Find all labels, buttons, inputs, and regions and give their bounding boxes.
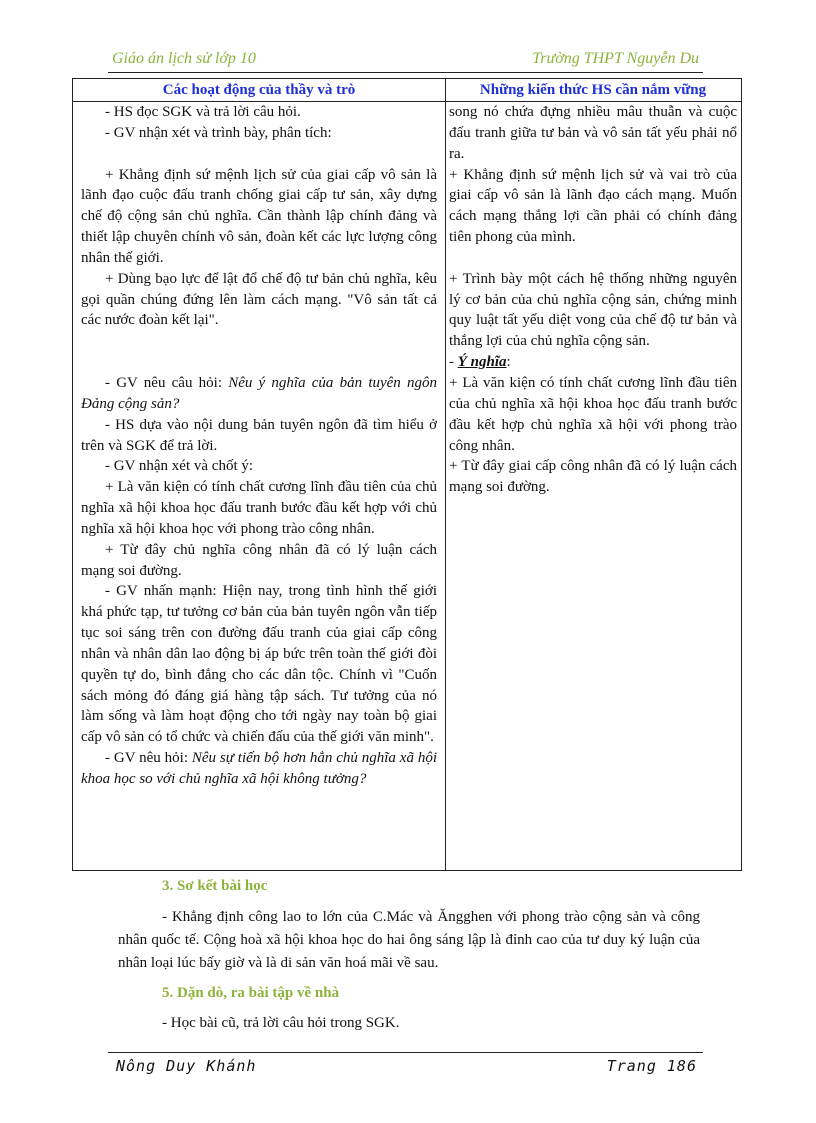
knowledge-column	[449, 102, 737, 498]
activity-question	[81, 748, 437, 790]
knowledge-paragraph: song nó chứa đựng nhiều mâu thuẫn và cuộc đấu tranh giữa tư bản và vô sản tất yếu phải nổ ra.	[449, 104, 737, 162]
question-prefix: - GV nêu câu hỏi:	[105, 374, 229, 391]
activity-paragraph: - GV nhận xét và chốt ý:	[105, 458, 254, 475]
activity-paragraph: + Dùng bạo lực để lật đổ chế độ tư bản chủ nghĩa, kêu gọi quần chúng đứng lên làm cách mạng. "Vô sản tất cả các nước đoàn kết lại".	[81, 270, 437, 329]
significance-heading	[449, 352, 737, 373]
question-prefix: - GV nêu hỏi:	[105, 750, 192, 767]
activity-paragraph: - GV nhấn mạnh: Hiện nay, trong tình hình thế giới khá phức tạp, tư tưởng cơ bản của bản tuyên ngôn vẫn tiếp tục soi sáng trên con đường đấu tranh của giai cấp công nhân và nhân dân lao động bị áp bức trên toàn thế giới đòi quyền tự do, bình đẳng cho các dân tộc. Chính vì "Cuốn sách mỏng đó đáng giá hàng tập sách. Tư tưởng của nó làm sống và làm hoạt động cho tới ngày nay toàn bộ giai cấp vô sản có tổ chức và chiến đấu của thế giới văn minh".	[81, 583, 437, 746]
activities-column	[81, 102, 437, 790]
lesson-table	[72, 78, 742, 871]
footer-author: Nông Duy Khánh	[116, 1057, 257, 1075]
knowledge-paragraph: + Là văn kiện có tính chất cương lĩnh đầu tiên của chủ nghĩa xã hội khoa học đấu tranh bước đầu kết hợp chủ nghĩa xã hội với phong trào công nhân.	[449, 374, 737, 454]
spacer	[449, 248, 737, 269]
activity-paragraph: - GV nhận xét và trình bày, phân tích:	[105, 124, 332, 141]
knowledge-paragraph: + Khẳng định sứ mệnh lịch sử và vai trò của giai cấp vô sản là lãnh đạo cách mạng. Muốn cách mạng thắng lợi cần phải có chính đảng tiên phong của mình.	[449, 166, 737, 246]
page-header	[108, 50, 703, 73]
activity-question	[81, 373, 437, 415]
column-header-activities: Các hoạt động của thầy và trò	[162, 82, 356, 98]
activity-paragraph: + Là văn kiện có tính chất cương lĩnh đầu tiên của chủ nghĩa xã hội khoa học đấu tranh bước đầu kết hợp với chủ nghĩa xã hội khoa học với phong trào công nhân.	[81, 479, 437, 537]
significance-prefix: -	[449, 354, 458, 371]
question-text: Nêu sự tiến bộ hơn hẳn chủ nghĩa xã hội khoa học so với chủ nghĩa xã hội không tưởng?	[81, 750, 437, 787]
section-3-text: - Khẳng định công lao to lớn của C.Mác và Ăngghen với phong trào cộng sản và công nhân quốc tế. Cộng hoà xã hội khoa học do hai ông sáng lập là đỉnh cao của tư duy ký luận của nhân loại lúc bấy giờ và là di sản văn hoá mãi về sau.	[118, 909, 700, 971]
significance-colon: :	[506, 354, 511, 371]
spacer	[81, 331, 437, 373]
section-5-text: - Học bài cũ, trả lời câu hỏi trong SGK.	[162, 1015, 400, 1031]
column-header-knowledge: Những kiến thức HS cần nắm vững	[479, 82, 707, 98]
header-course-title: Giáo án lịch sử lớp 10	[112, 50, 256, 67]
footer-page-number: Trang 186	[606, 1057, 697, 1075]
page-footer	[108, 1052, 703, 1079]
activity-paragraph: - HS đọc SGK và trả lời câu hỏi.	[105, 104, 301, 120]
header-school-name: Trường THPT Nguyễn Du	[532, 50, 699, 67]
activity-paragraph: + Từ đây chủ nghĩa công nhân đã có lý luận cách mạng soi đường.	[81, 541, 437, 579]
knowledge-paragraph: + Từ đây giai cấp công nhân đã có lý luận cách mạng soi đường.	[449, 458, 737, 496]
knowledge-paragraph: + Trình bày một cách hệ thống những nguyên lý cơ bản của chủ nghĩa cộng sản, chứng minh quy luật tất yếu diệt vong của chế độ tư bản và thắng lợi của chủ nghĩa cộng sản.	[449, 270, 737, 350]
section-5-title: 5. Dặn dò, ra bài tập về nhà	[162, 985, 340, 1001]
column-divider	[445, 79, 446, 870]
spacer	[81, 144, 437, 165]
activity-paragraph: + Khẳng định sứ mệnh lịch sử của giai cấp vô sản là lãnh đạo cuộc đấu tranh chống giai cấp tư sản, xây dựng chế độ cộng sản chủ nghĩa. Cần thành lập chính đảng và thiết lập chuyên chính vô sản, đoàn kết các lực lượng công nhân thế giới.	[81, 166, 437, 266]
question-text: Nêu ý nghĩa của bản tuyên ngôn Đảng cộng sản?	[81, 374, 437, 412]
activity-paragraph: - HS dựa vào nội dung bản tuyên ngôn đã tìm hiểu ở trên và SGK để trả lời.	[81, 416, 437, 454]
significance-title: Ý nghĩa	[457, 354, 507, 371]
section-3-title: 3. Sơ kết bài học	[162, 878, 268, 894]
table-header-row	[73, 79, 741, 102]
